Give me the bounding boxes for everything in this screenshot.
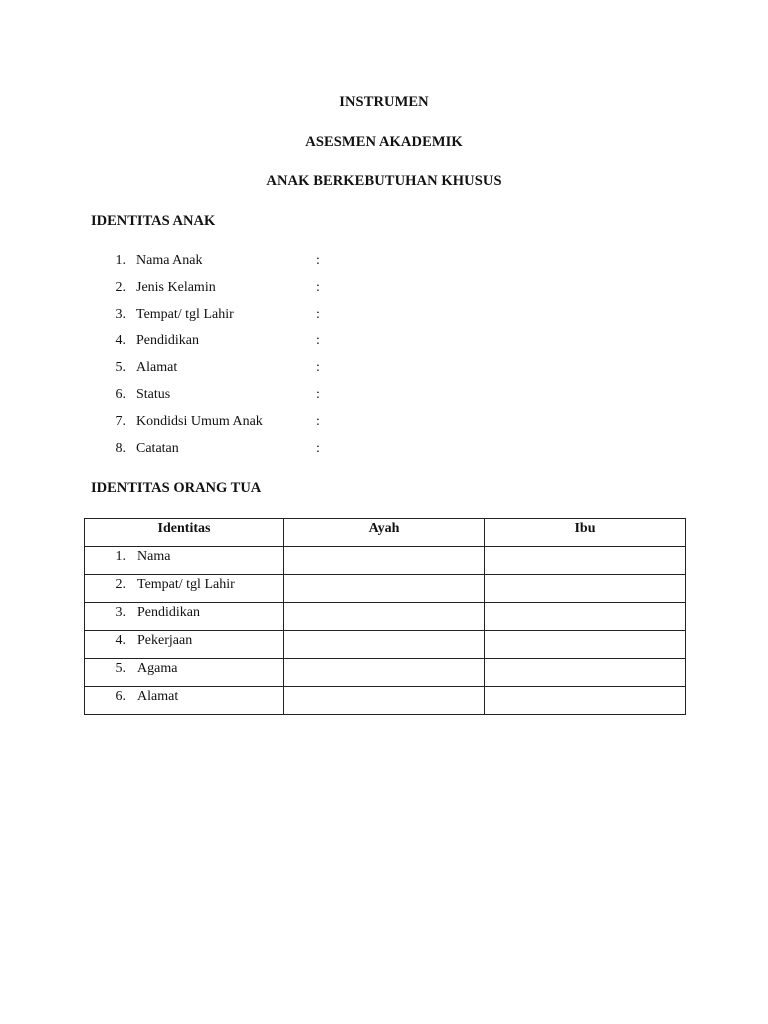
mother-cell	[485, 631, 686, 659]
document-subtitle-2: ANAK BERKEBUTUHAN KHUSUS	[266, 173, 502, 189]
item-colon: :	[316, 306, 320, 322]
parent-identity-table	[84, 518, 686, 715]
identity-cell	[85, 603, 284, 631]
mother-cell	[485, 603, 686, 631]
mother-cell	[485, 575, 686, 603]
list-item	[0, 307, 768, 334]
father-cell	[284, 659, 485, 687]
row-label: Nama	[137, 549, 171, 564]
identity-cell	[85, 547, 284, 575]
row-number: 1.	[115, 549, 126, 564]
row-label: Pendidikan	[137, 605, 200, 620]
row-number: 4.	[115, 633, 126, 648]
column-header-ayah: Ayah	[284, 519, 485, 547]
row-label: Tempat/ tgl Lahir	[137, 577, 235, 592]
item-colon: :	[316, 360, 320, 376]
row-number: 3.	[115, 605, 126, 620]
column-header-identitas: Identitas	[85, 519, 284, 547]
identity-cell	[85, 631, 284, 659]
item-label: Alamat	[136, 360, 178, 376]
identity-cell	[85, 659, 284, 687]
list-item	[0, 360, 768, 387]
row-label: Agama	[137, 661, 178, 676]
item-colon: :	[316, 253, 320, 268]
mother-cell	[485, 547, 686, 575]
column-header-ibu: Ibu	[485, 519, 686, 547]
row-number: 2.	[115, 577, 126, 592]
item-number: 8.	[115, 440, 126, 456]
item-label: Tempat/ tgl Lahir	[136, 306, 234, 322]
item-colon: :	[316, 440, 320, 456]
father-cell	[284, 631, 485, 659]
item-label: Status	[136, 386, 171, 402]
item-label: Pendidikan	[136, 333, 199, 349]
child-identity-heading: IDENTITAS ANAK	[91, 213, 216, 229]
item-colon: :	[316, 386, 320, 402]
item-colon: :	[316, 413, 320, 429]
table-header-row	[85, 519, 686, 547]
mother-cell	[485, 659, 686, 687]
item-number: 3.	[115, 306, 126, 322]
row-label: Pekerjaan	[137, 633, 193, 648]
father-cell	[284, 575, 485, 603]
list-item	[0, 333, 768, 360]
item-number: 1.	[115, 253, 126, 268]
identity-cell	[85, 575, 284, 603]
table-row	[85, 547, 686, 575]
child-identity-list	[0, 253, 768, 467]
table-row	[85, 687, 686, 715]
list-item	[0, 253, 768, 280]
table-row	[85, 659, 686, 687]
list-item	[0, 280, 768, 307]
identity-cell	[85, 687, 284, 715]
parent-identity-heading: IDENTITAS ORANG TUA	[91, 480, 262, 496]
table-row	[85, 603, 686, 631]
item-colon: :	[316, 333, 320, 349]
mother-cell	[485, 687, 686, 715]
father-cell	[284, 603, 485, 631]
list-item	[0, 387, 768, 414]
item-number: 5.	[115, 360, 126, 376]
item-label: Jenis Kelamin	[136, 279, 216, 295]
item-label: Catatan	[136, 440, 179, 456]
item-label: Nama Anak	[136, 253, 203, 268]
document-subtitle: ASESMEN AKADEMIK	[305, 134, 463, 150]
list-item	[0, 441, 768, 468]
item-number: 2.	[115, 279, 126, 295]
row-label: Alamat	[137, 689, 179, 704]
father-cell	[284, 687, 485, 715]
item-colon: :	[316, 279, 320, 295]
list-item	[0, 414, 768, 441]
document-title: INSTRUMEN	[339, 94, 429, 110]
row-number: 6.	[115, 689, 126, 704]
item-number: 6.	[115, 386, 126, 402]
table-row	[85, 631, 686, 659]
item-number: 4.	[115, 333, 126, 349]
table-row	[85, 575, 686, 603]
father-cell	[284, 547, 485, 575]
item-label: Kondidsi Umum Anak	[136, 413, 263, 429]
row-number: 5.	[115, 661, 126, 676]
item-number: 7.	[115, 413, 126, 429]
